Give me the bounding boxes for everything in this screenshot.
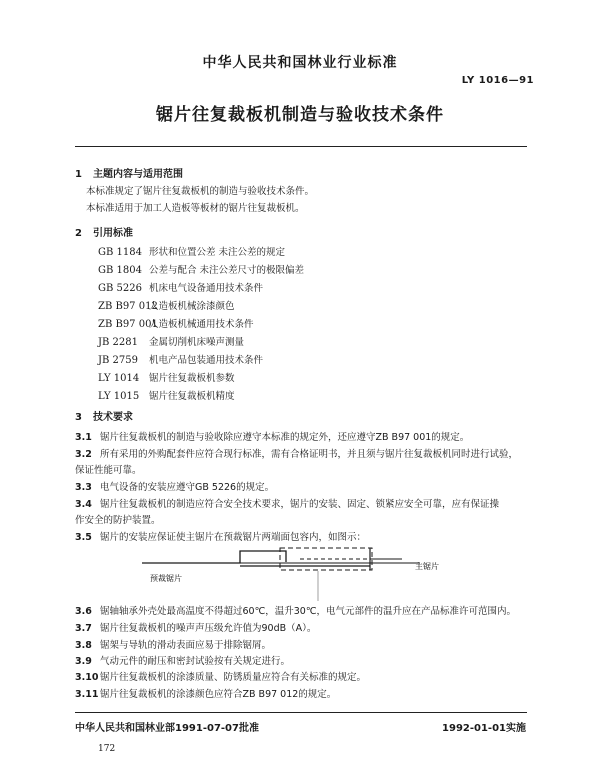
header-divider <box>75 146 527 147</box>
clause-number: 3.3 <box>75 482 92 493</box>
reference-code: JB 2281 <box>98 337 138 348</box>
section-number: 3 <box>75 412 82 423</box>
pre-cut-blade-outline <box>142 551 286 563</box>
effective-date: 1992-01-01实施 <box>442 723 526 734</box>
clause-3-11 <box>75 686 336 700</box>
clause-3-3 <box>75 479 274 493</box>
clause-number: 3.6 <box>75 606 92 617</box>
section-number: 2 <box>75 228 82 239</box>
reference-code: LY 1015 <box>98 391 140 402</box>
footer-divider <box>75 712 527 713</box>
paragraph: 本标准适用于加工人造板等板材的锯片往复裁板机。 <box>86 203 305 214</box>
reference-row <box>98 316 254 330</box>
reference-code: ZB B97 001 <box>98 319 158 330</box>
clause-text: 锯片往复裁板机的制造与验收除应遵守本标准的规定外，还应遵守ZB B97 001的规定。 <box>100 432 470 443</box>
section-title: 引用标准 <box>93 228 133 239</box>
pre-cut-blade-label: 预裁锯片 <box>150 574 182 583</box>
clause-number: 3.1 <box>75 432 92 443</box>
clause-number: 3.10 <box>75 672 99 683</box>
reference-row <box>98 334 244 348</box>
clause-3-6 <box>75 603 516 617</box>
clause-continuation: 保证性能可靠。 <box>75 465 142 476</box>
reference-row <box>98 352 263 366</box>
reference-code: GB 1804 <box>98 265 142 276</box>
clause-3-10 <box>75 669 366 683</box>
clause-number: 3.9 <box>75 656 92 667</box>
section-title: 技术要求 <box>93 412 133 423</box>
approval-line: 中华人民共和国林业部1991-07-07批准 <box>75 723 259 734</box>
clause-number: 3.5 <box>75 532 92 543</box>
reference-name: 形状和位置公差 未注公差的规定 <box>149 247 286 258</box>
clause-continuation: 作安全的防护装置。 <box>75 515 161 526</box>
clause-3-4 <box>75 496 499 510</box>
clause-text: 锯片往复裁板机的制造应符合安全技术要求，锯片的安装、固定、锁紧应安全可靠，应有保证操 <box>100 499 500 510</box>
reference-row <box>98 370 235 384</box>
section-number: 1 <box>75 169 82 180</box>
clause-3-8 <box>75 637 271 651</box>
issuing-standard-header: 中华人民共和国林业行业标准 <box>202 55 398 71</box>
reference-name: 机床电气设备通用技术条件 <box>149 283 264 294</box>
clause-text: 所有采用的外购配套件应符合现行标准，需有合格证明书，并且须与锯片往复裁板机同时进行试验， <box>100 449 519 460</box>
reference-name: 人造板机械通用技术条件 <box>149 319 254 330</box>
page-number: 172 <box>98 744 116 754</box>
clause-3-9 <box>75 653 290 667</box>
clause-text: 锯片往复裁板机的噪声声压级允许值为90dB（A）。 <box>100 623 317 634</box>
clause-text: 锯片往复裁板机的涂漆颜色应符合ZB B97 012的规定。 <box>100 689 337 700</box>
reference-name: 公差与配合 未注公差尺寸的极限偏差 <box>149 265 305 276</box>
section-2-heading <box>75 224 133 239</box>
reference-row <box>98 262 304 276</box>
clause-text: 锯片往复裁板机的涂漆质量、防锈质量应符合有关标准的规定。 <box>100 672 367 683</box>
main-blade-label: 主锯片 <box>415 562 439 571</box>
reference-name: 锯片往复裁板机精度 <box>149 391 235 402</box>
clause-text: 锯片的安装应保证使主锯片在预裁锯片两端面包容内，如图示： <box>100 532 367 543</box>
clause-text: 锯轴轴承外壳处最高温度不得超过60℃，温升30℃，电气元部件的温升应在产品标准许可范围内。 <box>100 606 517 617</box>
reference-name: 金属切削机床噪声测量 <box>149 337 245 348</box>
reference-name: 机电产品包装通用技术条件 <box>149 355 264 366</box>
reference-row <box>98 280 263 294</box>
clause-3-7 <box>75 620 316 634</box>
clause-text: 气动元件的耐压和密封试验按有关规定进行。 <box>100 656 291 667</box>
clause-number: 3.7 <box>75 623 92 634</box>
reference-code: GB 5226 <box>98 283 142 294</box>
reference-row <box>98 244 285 258</box>
clause-number: 3.4 <box>75 499 92 510</box>
clause-text: 电气设备的安装应遵守GB 5226的规定。 <box>100 482 275 493</box>
reference-code: ZB B97 012 <box>98 301 158 312</box>
document-title: 锯片往复裁板机制造与验收技术条件 <box>156 105 444 125</box>
clause-number: 3.8 <box>75 640 92 651</box>
reference-code: GB 1184 <box>98 247 142 258</box>
reference-row <box>98 298 235 312</box>
section-3-heading <box>75 408 133 423</box>
section-1-heading <box>75 165 183 180</box>
clause-3-1 <box>75 429 469 443</box>
clause-number: 3.2 <box>75 449 92 460</box>
standard-code: LY 1016—91 <box>461 75 534 86</box>
reference-name: 人造板机械涂漆颜色 <box>149 301 235 312</box>
saw-blade-diagram <box>140 541 460 603</box>
paragraph: 本标准规定了锯片往复裁板机的制造与验收技术条件。 <box>86 186 315 197</box>
clause-number: 3.11 <box>75 689 99 700</box>
clause-text: 锯架与导轨的滑动表面应易于排除锯屑。 <box>100 640 272 651</box>
reference-code: LY 1014 <box>98 373 140 384</box>
clause-3-2 <box>75 446 518 460</box>
reference-name: 锯片往复裁板机参数 <box>149 373 235 384</box>
reference-code: JB 2759 <box>98 355 138 366</box>
section-title: 主题内容与适用范围 <box>93 169 183 180</box>
reference-row <box>98 388 235 402</box>
